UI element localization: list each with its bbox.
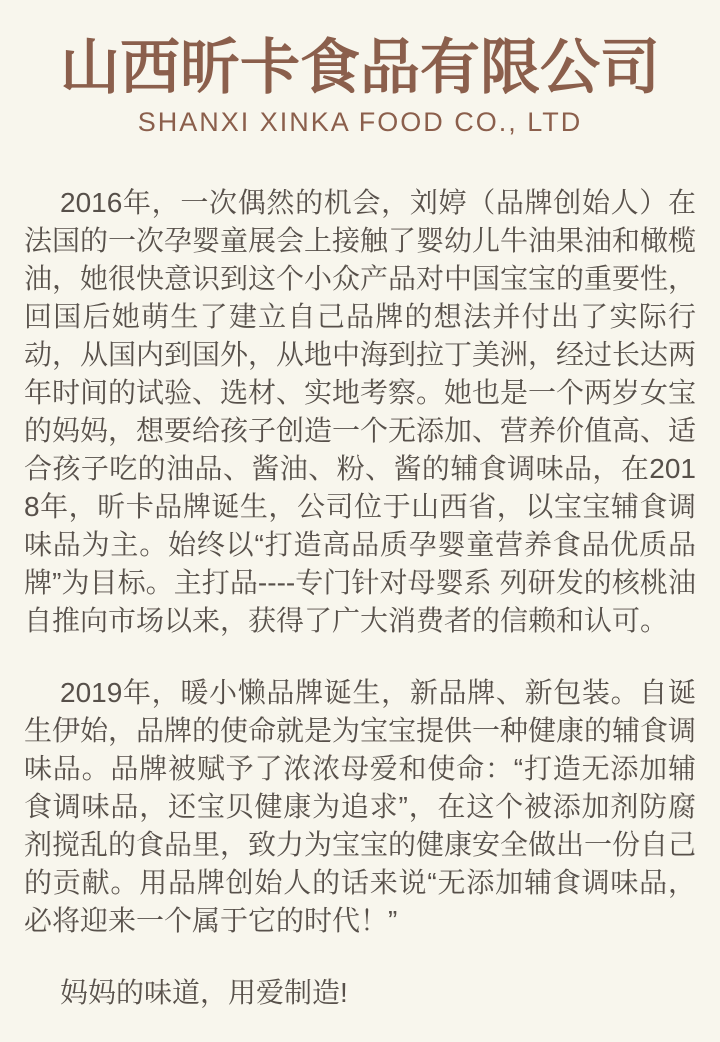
paragraph-2016-brand-origin: 2016年，一次偶然的机会，刘婷（品牌创始人）在法国的一次孕婴童展会上接触了婴幼儿牛油果油和橄榄油，她很快意识到这个小众产品对中国宝宝的重要性，回国后她萌生了建立自己品牌的想法并付出了实际行动，从国内到国外，从地中海到拉丁美洲，经过长达两年时间的试验、选材、实地考察。她也是一个两岁女宝的妈妈，想要给孩子创造一个无添加、营养价值高、适合孩子吃的油品、酱油、粉、酱的辅食调味品，在2018年，昕卡品牌诞生，公司位于山西省，以宝宝辅食调味品为主。始终以“打造高品质孕婴童营养食品优质品牌”为目标。主打品----专门针对母婴系 列研发的核桃油自推向市场以来，获得了广大消费者的信赖和认可。 <box>24 187 697 636</box>
paragraph-2019-new-brand: 2019年，暖小懒品牌诞生，新品牌、新包装。自诞生伊始，品牌的使命就是为宝宝提供一种健康的辅食调味品。品牌被赋予了浓浓母爱和使命：“打造无添加辅食调味品，还宝贝健康为追求”，在这个被添加剂防腐剂搅乱的食品里，致力为宝宝的健康安全做出一份自己的贡献。用品牌创始人的话来说“无添加辅食调味品，必将迎来一个属于它的时代！” <box>24 677 697 936</box>
company-header <box>0 0 720 138</box>
company-title-en: SHANXI XINKA FOOD CO., LTD <box>137 107 583 137</box>
company-title-cn: 山西昕卡食品有限公司 <box>60 34 660 101</box>
paragraph-slogan: 妈妈的味道，用爱制造! <box>60 977 348 1008</box>
brand-story <box>0 138 720 1012</box>
